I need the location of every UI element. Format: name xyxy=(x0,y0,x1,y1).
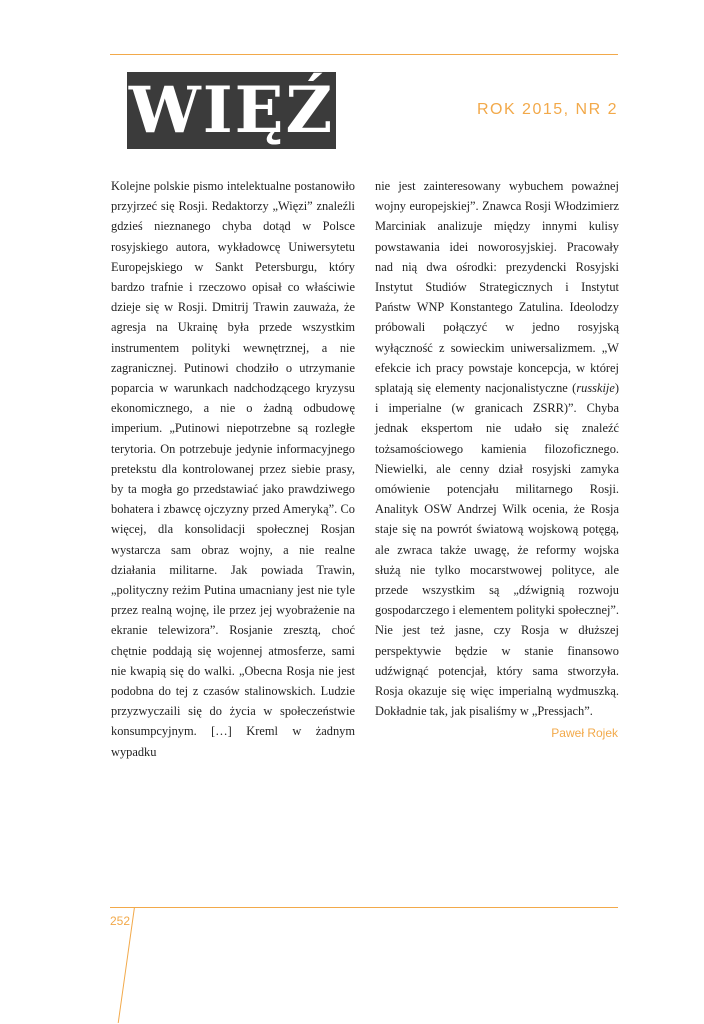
article-column-left xyxy=(111,176,355,762)
article-text-right xyxy=(375,176,619,721)
article-column-right xyxy=(375,176,619,721)
top-divider xyxy=(110,54,618,55)
page-number: 252 xyxy=(110,914,131,928)
bottom-divider xyxy=(110,907,618,908)
article-text-left: Kolejne polskie pismo intelektualne postanowiło przyjrzeć się Rosji. Redaktorzy „Więzi” znaleźli gdzieś nieznanego chyba dotąd w Polsce rosyjskiego autora, wykładowcę Uniwersytetu Europejskiego w Sankt Petersburgu, który bardzo trafnie i rzeczowo opisał co właściwie dzieje się w Rosji. Dmitrij Trawin zauważa, że agresja na Ukrainę była przede wszystkim instrumentem polityki wewnętrznej, a nie zagranicznej. Putinowi chodziło o utrzymanie poparcia w warunkach nadchodzącego kryzysu ekonomicznego, a nie o żadną odbudowę imperium. „Putinowi niepotrzebne są rozległe terytoria. On potrzebuje jedynie informacyjnego pretekstu dla kontrolowanej przez siebie prasy, by ta mogła go przedstawiać jako prawdziwego bohatera i zbawcę ojczyzny przed Ameryką”. Co więcej, dla konsolidacji społecznej Rosjan wystarcza sam obraz wojny, a nie realne działania militarne. Jak powiada Trawin, „polityczny reżim Putina umacniany jest nie tyle przez realną wojnę, ile przez jej wyobrażenie na ekranie telewizora”. Rosjanie zresztą, choć chętnie poddają się wojennej atmosferze, sami nie kwapią się do walki. „Obecna Rosja nie jest podobna do tej z czasów stalinowskich. Ludzie przyzwyczaili się do życia w społeczeństwie konsumpcyjnym. […] Kreml w żadnym wypadku xyxy=(111,179,355,759)
article-text-right-part2: ) i imperialne (w granicach ZSRR)”. Chyba jednak ekspertom nie udało się znaleźć tożsamościowego kamienia filozoficznego. Niewielki, ale cenny dział rosyjski zamyka omówienie potencjału militarnego Rosji. Analityk OSW Andrzej Wilk ocenia, że Rosja staje się na powrót światową wojskową potęgą, ale zwraca także uwagę, że reformy wojska służą nie tylko mocarstwowej polityce, ale przede wszystkim są „dźwignią rozwoju gospodarczego i elementem polityki społecznej”. Nie jest też jasne, czy Rosja w dłuższej perspektywie będzie w stanie finansowo udźwignąć potencjał, który sama stworzyła. Rosja okazuje się więc imperialną wydmuszką. Dokładnie tak, jak pisaliśmy w „Pressjach”. xyxy=(375,381,619,719)
article-text-right-part1: nie jest zainteresowany wybuchem poważnej wojny europejskiej”. Znawca Rosji Włodzimierz Marciniak analizuje między innymi kulisy powstawania idei noworosyjskiej. Pracowały nad nią dwa ośrodki: prezydencki Rosyjski Instytut Studiów Strategicznych i Instytut Państw WNP Konstantego Zatulina. Ideolodzy próbowali połączyć w jedno rosyjską wyłączność z sowieckim uniwersalizmem. „W efekcie ich pracy powstaje koncepcja, w której splatają się elementy nacjonalistyczne ( xyxy=(375,179,619,396)
issue-label: ROK 2015, NR 2 xyxy=(476,101,618,118)
logo-text: WIĘŹ xyxy=(128,72,335,148)
journal-logo xyxy=(127,72,336,149)
article-text-italic-term: russkije xyxy=(576,381,615,396)
author-signature: Paweł Rojek xyxy=(551,726,618,740)
